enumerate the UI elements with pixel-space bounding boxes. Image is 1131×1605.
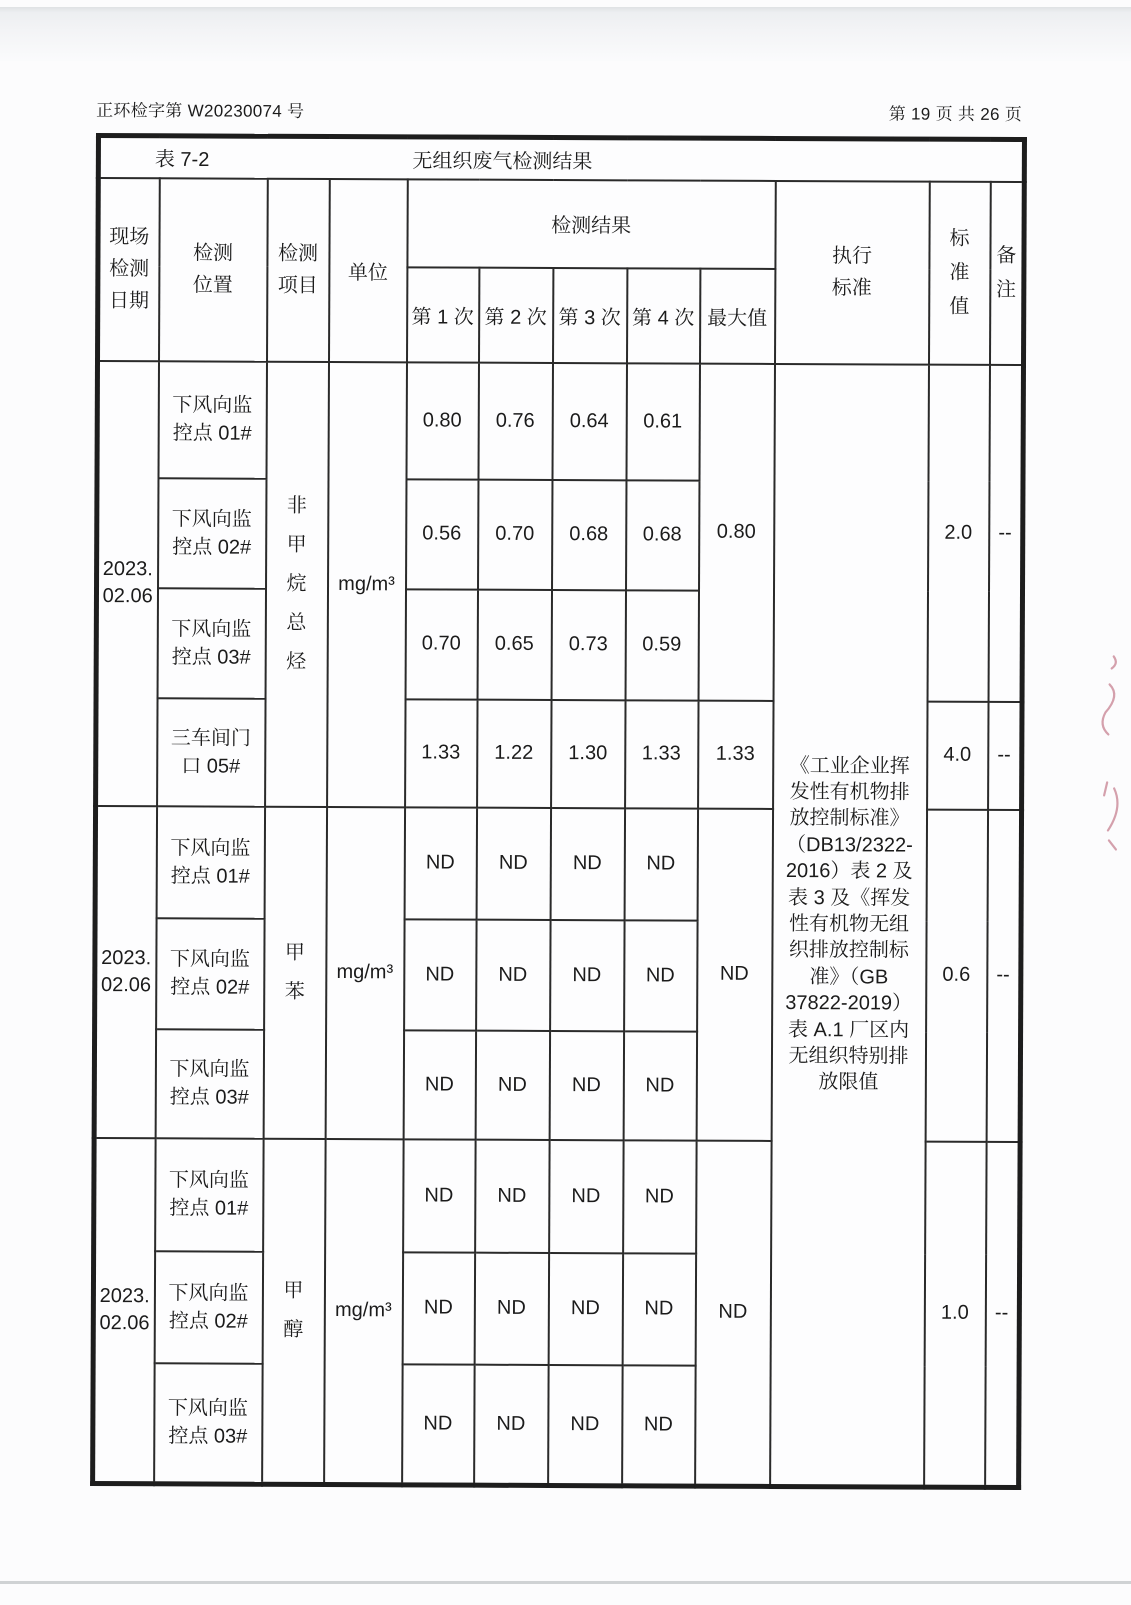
cell-value: 0.80	[406, 362, 479, 479]
cell-value: ND	[550, 919, 624, 1030]
cell-location: 下风向监控点 02#	[154, 1251, 262, 1363]
cell-location: 下风向监控点 01#	[158, 361, 267, 478]
cell-value: 0.68	[626, 480, 699, 590]
cell-value: 0.65	[477, 589, 551, 699]
cell-max: ND	[696, 808, 772, 1140]
cell-value: ND	[475, 1139, 549, 1252]
cell-value: ND	[623, 1031, 696, 1140]
cell-value: 0.70	[478, 479, 552, 589]
table-caption-row	[98, 136, 1024, 182]
cell-value: ND	[475, 1030, 549, 1139]
cell-value: ND	[402, 1252, 474, 1364]
header-run-4: 第 4 次	[627, 268, 700, 363]
cell-value: ND	[549, 1139, 623, 1252]
cell-item: 甲醇	[262, 1138, 326, 1484]
cell-unit: mg/m³	[327, 362, 407, 807]
cell-limit: 1.0	[924, 1141, 987, 1487]
cell-value: 0.76	[478, 362, 553, 479]
cell-remark: --	[985, 1141, 1021, 1487]
page-header	[96, 96, 1022, 125]
ink-bleed-marks	[1083, 622, 1128, 892]
cell-unit: mg/m³	[325, 807, 404, 1139]
header-run-2: 第 2 次	[479, 267, 553, 362]
cell-location: 下风向监控点 02#	[158, 478, 266, 588]
cell-limit: 0.6	[925, 809, 987, 1141]
cell-value: ND	[403, 1030, 475, 1139]
header-date: 现场检测日期	[98, 178, 160, 361]
cell-value: ND	[474, 1252, 548, 1364]
cell-value: 0.73	[551, 589, 625, 699]
cell-value: 0.64	[552, 362, 627, 479]
cell-value: ND	[476, 919, 550, 1030]
page-indicator: 第 19 页 共 26 页	[888, 104, 1023, 125]
header-max: 最大值	[700, 268, 775, 363]
cell-value: ND	[622, 1253, 695, 1365]
cell-value: ND	[549, 1030, 623, 1139]
cell-value: 0.61	[626, 363, 700, 480]
cell-value: 1.30	[551, 699, 625, 807]
table-number-label: 表 7-2	[154, 149, 210, 172]
cell-value: 1.33	[405, 699, 477, 807]
cell-standard: 《工业企业挥发性有机物排放控制标准》（DB13/2322-2016）表 2 及表 3 及《挥发性有机物无组织排放控制标准》（GB 37822-2019）表 A.1 厂区内无组织特别排放限值	[770, 363, 929, 1487]
cell-location: 三车间门口 05#	[157, 698, 265, 806]
cell-value: 1.33	[625, 700, 698, 808]
table-title: 无组织废气检测结果	[412, 150, 593, 173]
cell-value: ND	[622, 1365, 696, 1486]
cell-value: ND	[548, 1364, 623, 1485]
cell-unit: mg/m³	[324, 1139, 404, 1485]
cell-value: ND	[404, 919, 476, 1030]
cell-value: ND	[403, 1139, 475, 1252]
cell-location: 下风向监控点 01#	[155, 1138, 263, 1251]
cell-value: ND	[404, 807, 476, 919]
cell-location: 下风向监控点 03#	[157, 588, 265, 698]
cell-max: ND	[695, 1140, 772, 1486]
header-standard: 执行标准	[775, 180, 930, 364]
cell-value: ND	[476, 807, 550, 919]
header-row-1	[98, 178, 1024, 270]
cell-value: 0.56	[406, 479, 478, 589]
cell-value: ND	[623, 1140, 696, 1253]
cell-item: 甲苯	[263, 806, 326, 1138]
cell-value: ND	[550, 807, 624, 919]
cell-date: 2023. 02.06	[94, 806, 156, 1138]
header-run-1: 第 1 次	[407, 267, 479, 362]
cell-value: ND	[624, 808, 697, 920]
cell-value: 0.68	[552, 479, 626, 589]
cell-limit: 4.0	[927, 701, 988, 809]
header-remark: 备注	[989, 181, 1024, 364]
cell-location: 下风向监控点 03#	[155, 1029, 263, 1138]
cell-value: 0.70	[405, 589, 477, 699]
cell-max: 0.80	[698, 363, 774, 700]
cell-date: 2023. 02.06	[93, 1138, 156, 1484]
cell-location: 下风向监控点 01#	[156, 806, 264, 918]
cell-value: ND	[548, 1252, 622, 1364]
header-run-3: 第 3 次	[553, 267, 627, 362]
cell-value: 0.59	[625, 590, 698, 700]
table-row	[97, 361, 1024, 482]
header-unit: 单位	[329, 179, 408, 362]
header-limit: 标准值	[928, 181, 990, 364]
cell-remark: --	[986, 809, 1021, 1141]
header-results-group: 检测结果	[407, 179, 775, 269]
header-item: 检测项目	[267, 178, 330, 361]
caption-cell	[98, 136, 1024, 182]
cell-remark: --	[988, 701, 1022, 809]
header-location: 检测位置	[159, 178, 268, 361]
cell-location: 下风向监控点 02#	[156, 918, 264, 1029]
cell-limit: 2.0	[927, 364, 989, 701]
cell-location: 下风向监控点 03#	[154, 1363, 263, 1484]
cell-remark: --	[988, 364, 1023, 701]
cell-max: 1.33	[698, 700, 773, 808]
report-table	[90, 133, 1027, 1490]
cell-date: 2023. 02.06	[96, 361, 159, 806]
cell-value: ND	[624, 920, 697, 1031]
cell-value: 1.22	[477, 699, 551, 807]
cell-value: ND	[402, 1364, 475, 1485]
cell-item: 非甲烷总烃	[265, 361, 329, 806]
cell-value: ND	[474, 1364, 549, 1485]
doc-number: 正环检字第 W20230074 号	[96, 101, 305, 121]
